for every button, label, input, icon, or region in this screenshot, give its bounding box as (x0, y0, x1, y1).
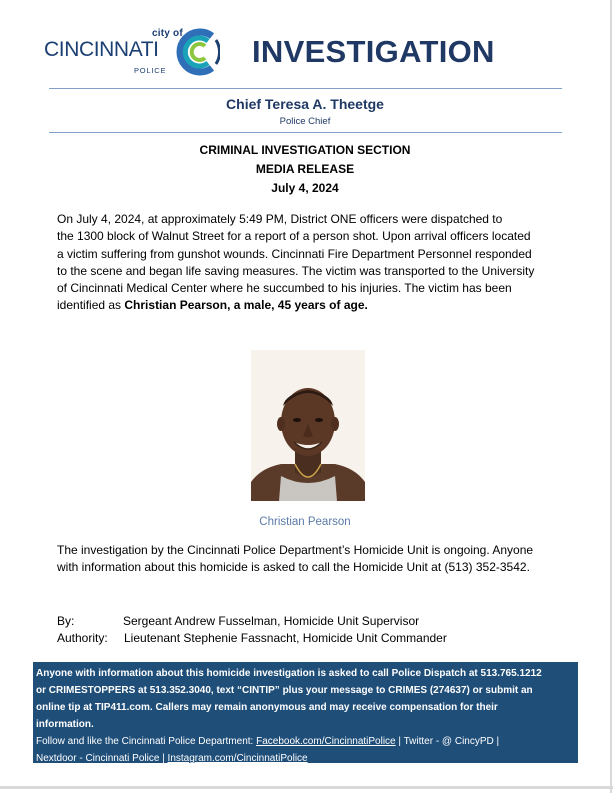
chief-title: Police Chief (279, 116, 331, 127)
identified-prefix: identified as (57, 298, 125, 313)
instagram-link[interactable]: Instagram.com/CincinnatiPolice (167, 753, 308, 764)
cincinnati-police-logo (44, 26, 220, 80)
section-title: CRIMINAL INVESTIGATION SECTION (199, 143, 411, 157)
release-date: July 4, 2024 (271, 181, 339, 195)
cincinnati-c-logo-icon (172, 26, 220, 78)
nextdoor-text: Nextdoor - Cincinnati Police | (36, 753, 168, 764)
follow-text: Follow and like the Cincinnati Police Department: (36, 736, 257, 747)
incident-line: On July 4, 2024, at approximately 5:49 PM, District ONE officers were dispatched to (57, 212, 503, 226)
tip-line: information. (36, 719, 94, 730)
incident-line: of Cincinnati Medical Center where he succumbed to his injuries. The victim has been (57, 281, 512, 296)
signature-authority (57, 631, 447, 645)
twitter-text: | Twitter - @ CincyPD | (395, 736, 500, 747)
investigation-line: The investigation by the Cincinnati Police Department’s Homicide Unit is ongoing. Anyone (57, 543, 534, 557)
photo-caption: Christian Pearson (259, 516, 351, 528)
authority-value: Lieutenant Stephenie Fassnacht, Homicide Unit Commander (124, 631, 447, 645)
facebook-link[interactable]: Facebook.com/CincinnatiPolice (256, 736, 396, 747)
tip-info-box (33, 662, 578, 763)
incident-line: a victim suffering from gunshot wounds. Cincinnati Fire Department Personnel responded (57, 246, 532, 261)
victim-identity: Christian Pearson, a male, 45 years of age. (124, 298, 368, 313)
portrait-illustration (251, 350, 365, 501)
investigation-line: with information about this homicide is asked to call the Homicide Unit at (513) 352-3542. (57, 560, 530, 575)
by-label: By: (57, 614, 75, 628)
tip-line: Anyone with information about this homicide investigation is asked to call Police Dispatch at 513.765.1212 (36, 668, 542, 679)
chief-name: Chief Teresa A. Theetge (226, 96, 384, 112)
incident-line: to the scene and began life saving measures. The victim was transported to the University (57, 263, 535, 278)
logo-city-name: CINCINNATI (44, 38, 159, 61)
incident-line-last (57, 297, 577, 314)
investigation-paragraph (57, 542, 577, 577)
authority-label: Authority: (57, 631, 108, 645)
tip-line: or CRIMESTOPPERS at 513.352.3040, text “CINTIP” plus your message to CRIMES (274637) or submit an (36, 685, 533, 696)
page-title: INVESTIGATION (252, 34, 495, 69)
incident-line: the 1300 block of Walnut Street for a report of a person shot. Upon arrival officers located (57, 229, 531, 244)
tip-line: online tip at TIP411.com. Callers may remain anonymous and may receive compensation for their (36, 702, 498, 713)
signature-by (57, 614, 419, 628)
logo-city-of: city of (152, 28, 183, 39)
incident-paragraph (57, 211, 577, 315)
logo-department: POLICE (134, 66, 167, 75)
by-value: Sergeant Andrew Fusselman, Homicide Unit Supervisor (123, 614, 420, 628)
victim-photo (251, 350, 365, 501)
page-edge-bottom (0, 786, 613, 789)
social-line-1 (36, 733, 574, 750)
release-type: MEDIA RELEASE (255, 162, 355, 176)
social-line-2 (36, 750, 574, 767)
page-edge-right (610, 0, 612, 793)
header-divider-top (49, 88, 562, 89)
header-divider-bottom (49, 132, 562, 133)
